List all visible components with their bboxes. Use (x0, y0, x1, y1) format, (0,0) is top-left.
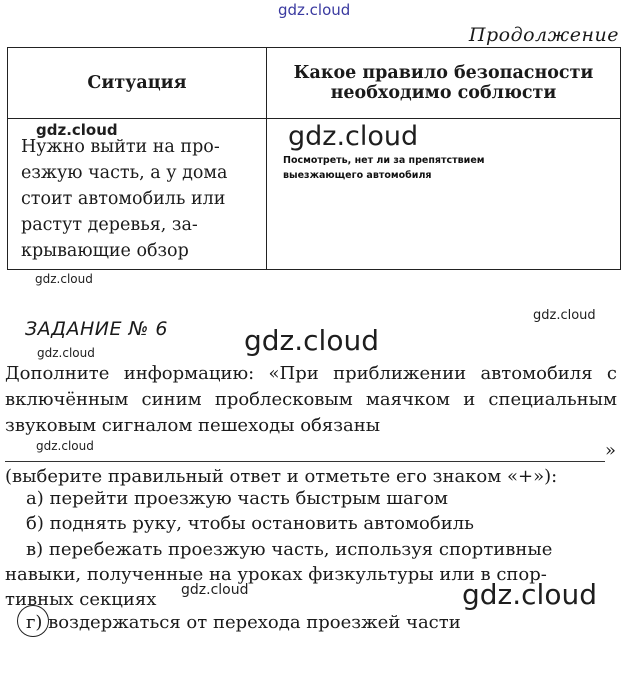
watermark-bottom-right: gdz.cloud (462, 578, 597, 611)
closing-quote: » (605, 440, 617, 461)
situation-line: крывающие обзор (21, 241, 189, 261)
option-c-line3: тивных секциях (5, 589, 157, 610)
watermark-task: gdz.cloud (37, 346, 95, 360)
situation-line: Нужно выйти на про- (21, 137, 220, 157)
situation-line: стоит автомобиль или (21, 189, 226, 209)
task-instruction: (выберите правильный ответ и отметьте его знаком «+»): (5, 466, 558, 487)
watermark-options: gdz.cloud (181, 582, 249, 598)
situation-text (9, 120, 265, 264)
situation-line: растут деревья, за- (21, 215, 198, 235)
selected-answer-circle (17, 605, 49, 637)
option-c-line2: навыки, полученные на уроках физкультуры или в спор- (5, 564, 547, 585)
table-header-row (8, 48, 621, 119)
task-title: ЗАДАНИЕ № 6 (25, 318, 168, 340)
situation-cell (8, 119, 267, 270)
situation-table (7, 47, 621, 270)
header-rule-line1: Какое правило безопасности (293, 63, 594, 83)
header-rule-line2: необходимо соблюсти (330, 83, 557, 103)
situation-line: езжую часть, а у дома (21, 163, 228, 183)
handwritten-answer (283, 153, 485, 183)
header-situation: Ситуация (8, 48, 267, 119)
watermark-center: gdz.cloud (244, 324, 379, 357)
task-text: Дополните информацию: «При приближении автомобиля с включённым синим проблесковым маячком и специальным звуковым сигналом пешеходы обязаны (5, 363, 617, 436)
watermark-right: gdz.cloud (533, 308, 596, 323)
answer-blank-line (5, 461, 605, 462)
watermark-cell: gdz.cloud (36, 121, 118, 139)
answer-line1: Посмотреть, нет ли за препятствием (283, 155, 485, 166)
option-c-line1: в) перебежать проезжую часть, используя спортивные (26, 539, 553, 560)
answer-line2: выезжающего автомобиля (283, 170, 432, 181)
header-rule (267, 48, 621, 119)
watermark-top: gdz.cloud (278, 1, 351, 19)
option-d: г) воздержаться от перехода проезжей части (26, 612, 461, 633)
option-b: б) поднять руку, чтобы остановить автомобиль (26, 513, 474, 534)
option-a: а) перейти проезжую часть быстрым шагом (26, 488, 449, 509)
watermark-answer: gdz.cloud (288, 121, 419, 152)
watermark-below-table: gdz.cloud (35, 272, 93, 286)
watermark-line: gdz.cloud (36, 439, 94, 453)
continuation-label: Продолжение (468, 24, 619, 46)
